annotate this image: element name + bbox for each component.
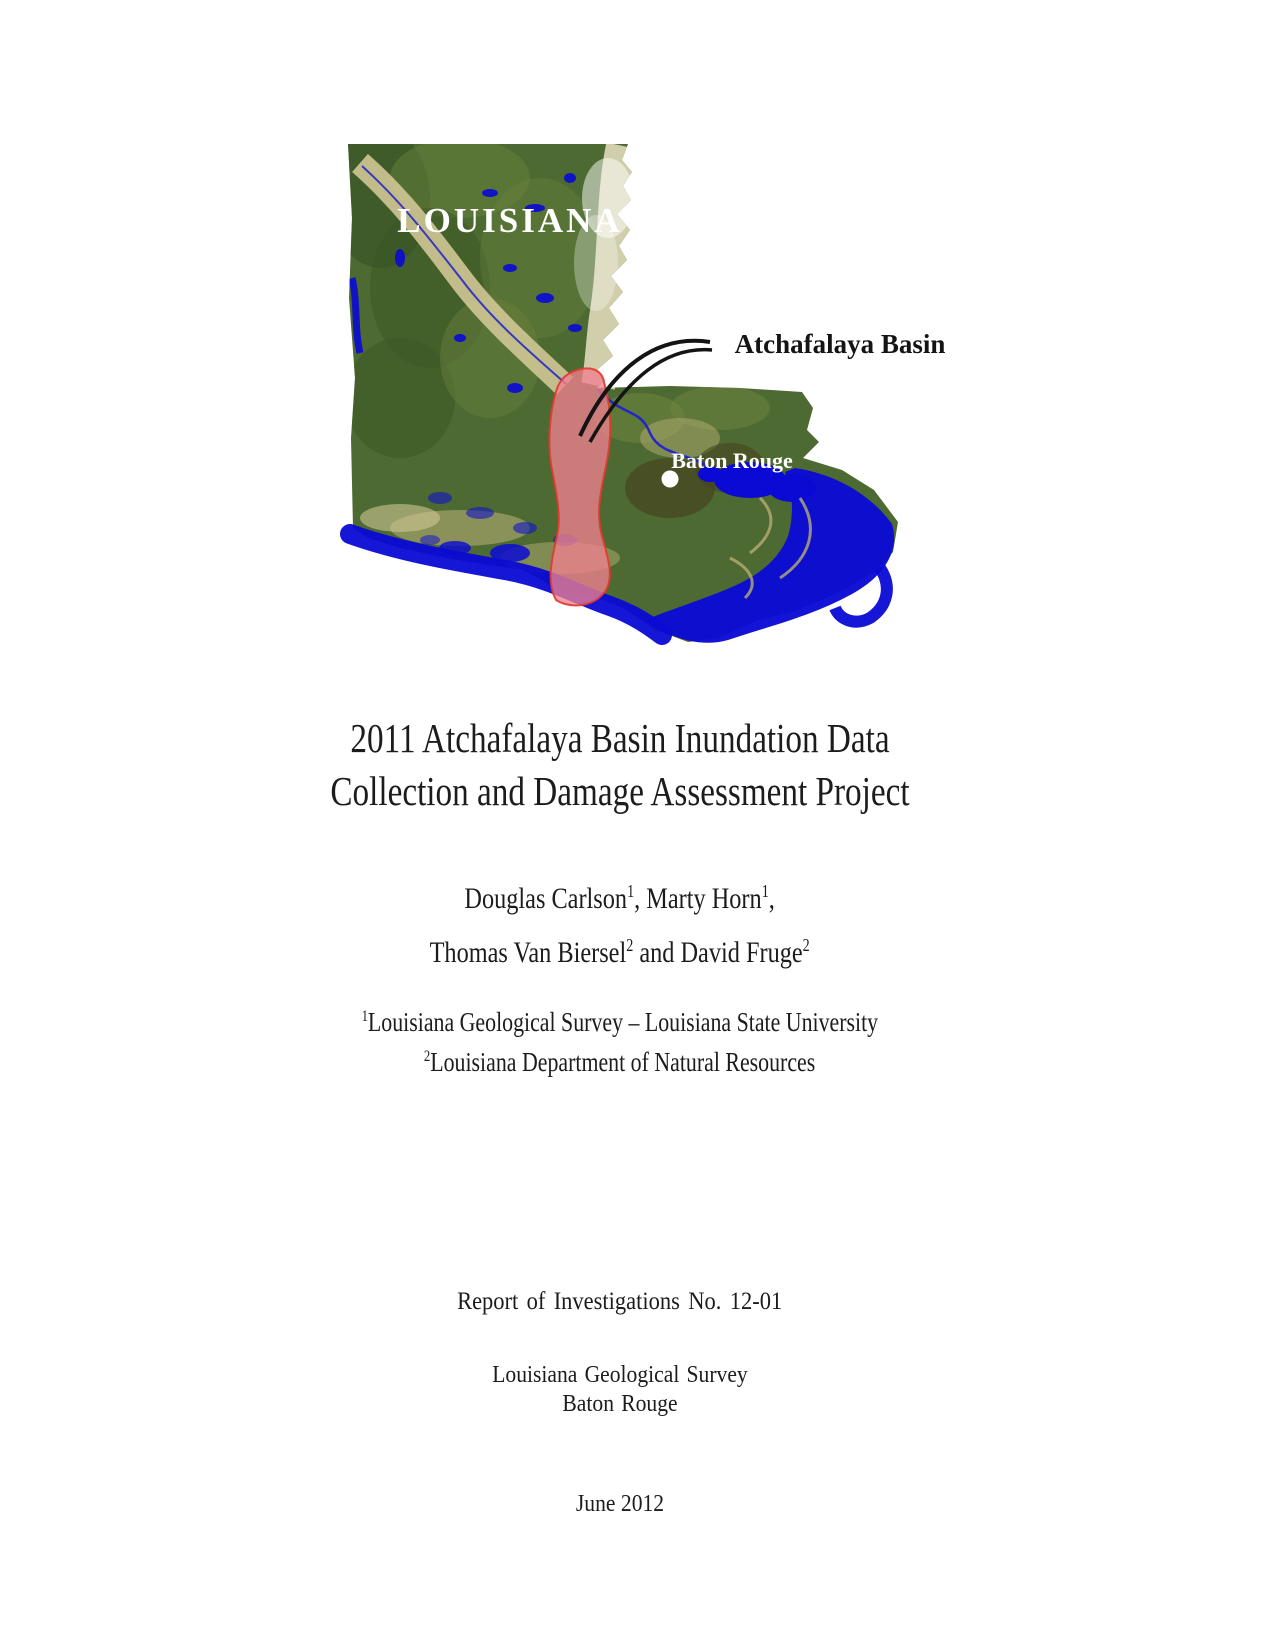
baton-rouge-marker [662, 471, 679, 488]
author-name: Marty Horn [646, 882, 763, 915]
title-line-1: 2011 Atchafalaya Basin Inundation Data [350, 715, 890, 761]
authors-line-1: Douglas Carlson$^1$, Marty Horn$^1$, [464, 881, 776, 915]
affiliation-line-1: $^1$Louisiana Geological Survey – Louisiana State University [361, 1007, 879, 1037]
author-name: Douglas Carlson [464, 882, 628, 915]
affiliation-line-2: $^2$Louisiana Department of Natural Resources [424, 1047, 816, 1077]
publisher-city: Baton Rouge [562, 1391, 678, 1417]
author-name: David Fruge [680, 936, 804, 969]
cover-title [0, 712, 1240, 818]
report-number-line: Report of Investigations No. 12-01 [457, 1288, 783, 1315]
author-affil-sup: 1 [762, 881, 770, 901]
atchafalaya-basin-overlay [549, 368, 610, 605]
authors-block [0, 882, 1240, 970]
publisher-name: Louisiana Geological Survey [492, 1362, 748, 1388]
louisiana-satellite-map [340, 138, 970, 653]
author-affil-sup: 1 [627, 881, 635, 901]
authors-line-2: Thomas Van Biersel$^2$ and David Fruge$^2$ [429, 935, 811, 969]
author-affil-sup: 2 [803, 935, 811, 955]
louisiana-map-svg [340, 138, 970, 653]
author-name: Thomas Van Biersel [429, 936, 627, 969]
author-affil-sup: 2 [626, 935, 634, 955]
state-name-label: LOUISIANA [397, 201, 623, 240]
affiliations-block [0, 1002, 1240, 1082]
basin-label: Atchafalaya Basin [734, 329, 946, 359]
publisher-block [0, 1361, 1240, 1419]
publication-date: June 2012 [575, 1491, 665, 1517]
title-line-2: Collection and Damage Assessment Project [330, 768, 910, 814]
baton-rouge-label: Baton Rouge [671, 448, 793, 473]
